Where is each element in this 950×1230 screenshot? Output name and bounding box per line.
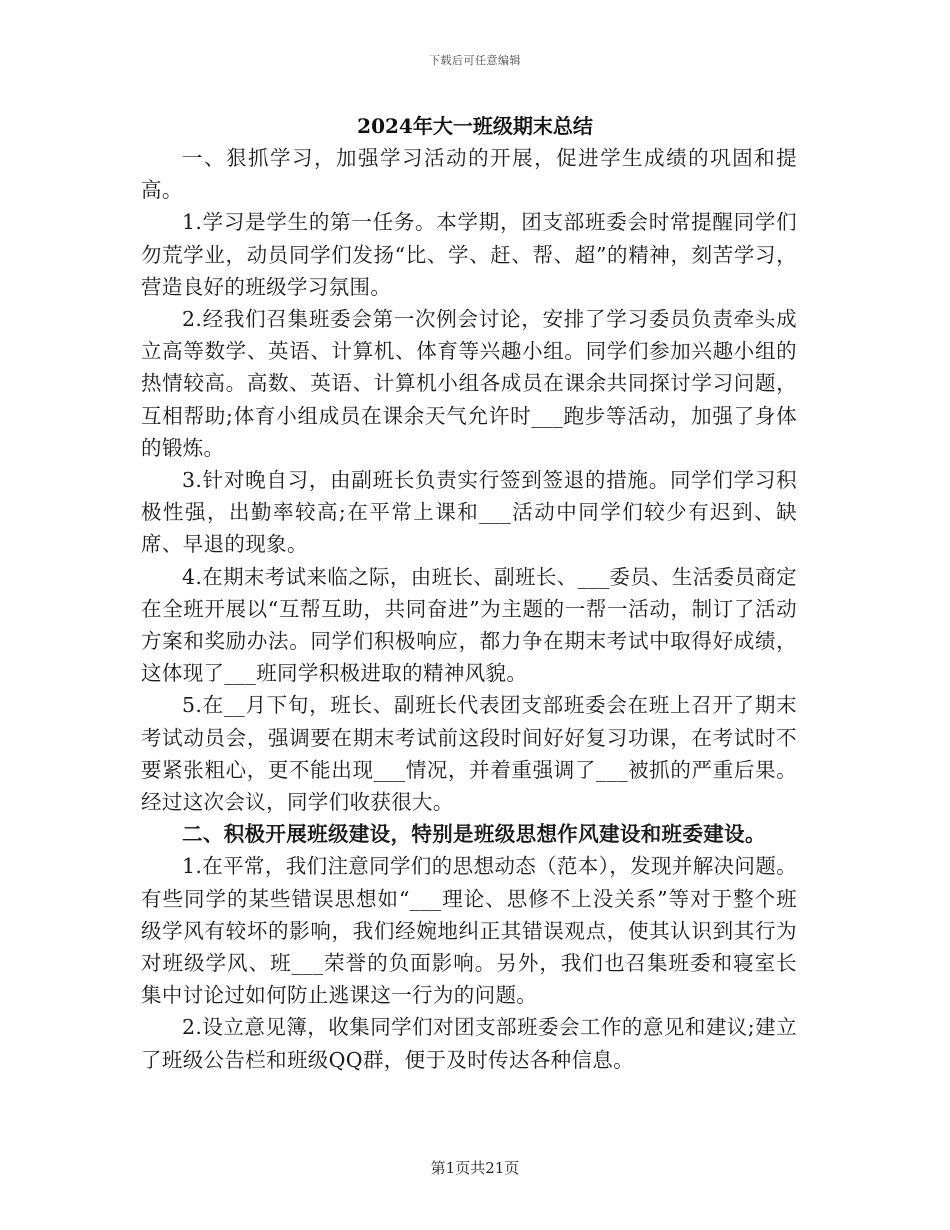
section-heading-2: 二、积极开展班级建设，特别是班级思想作风建设和班委建设。 xyxy=(182,822,766,847)
header-note: 下载后可任意编辑 xyxy=(429,54,521,67)
paragraph: 1.学习是学生的第一任务。本学期，团支部班委会时常提醒同学们勿荒学业，动员同学们发扬“比、学、赶、帮、超”的精神，刻苦学习，营造良好的班级学习氛围。 xyxy=(141,210,797,299)
paragraph: 2.经我们召集班委会第一次例会讨论，安排了学习委员负责牵头成立高等数学、英语、计算机、体育等兴趣小组。同学们参加兴趣小组的热情较高。高数、英语、计算机小组各成员在课余共同探讨学习问题，互相帮助;体育小组成员在课余天气允许时___跑步等活动，加强了身体的锻炼。 xyxy=(141,307,797,460)
page-footer: 第1页共21页 xyxy=(430,1159,520,1177)
document-body xyxy=(141,142,797,1076)
document-title: 2024年大一班级期末总结 xyxy=(357,114,593,138)
paragraph: 4.在期末考试来临之际，由班长、副班长、___委员、生活委员商定在全班开展以“互帮互助，共同奋进”为主题的一帮一活动，制订了活动方案和奖励办法。同学们积极响应，都力争在期末考试中取得好成绩，这体现了___班同学积极进取的精神风貌。 xyxy=(141,564,798,686)
paragraph: 3.针对晚自习，由副班长负责实行签到签退的措施。同学们学习积极性强，出勤率较高;在平常上课和___活动中同学们较少有迟到、缺席、早退的现象。 xyxy=(141,468,797,557)
paragraph: 2.设立意见簿，收集同学们对团支部班委会工作的意见和建议;建立了班级公告栏和班级QQ群，便于及时传达各种信息。 xyxy=(141,1015,797,1072)
section-heading-1: 一、狠抓学习，加强学习活动的开展，促进学生成绩的巩固和提高。 xyxy=(141,146,797,203)
paragraph: 5.在__月下旬，班长、副班长代表团支部班委会在班上召开了期末考试动员会，强调要在期末考试前这段时间好好复习功课，在考试时不要紧张粗心，更不能出现___情况，并着重强调了___被抓的严重后果。经过这次会议，同学们收获很大。 xyxy=(141,693,797,815)
paragraph: 1.在平常，我们注意同学们的思想动态（范本），发现并解决问题。有些同学的某些错误思想如“___理论、思修不上没关系”等对于整个班级学风有较坏的影响，我们经婉地纠正其错误观点，使其认识到其行为对班级学风、班___荣誉的负面影响。另外，我们也召集班委和寝室长集中讨论过如何防止逃课这一行为的问题。 xyxy=(141,854,797,1008)
